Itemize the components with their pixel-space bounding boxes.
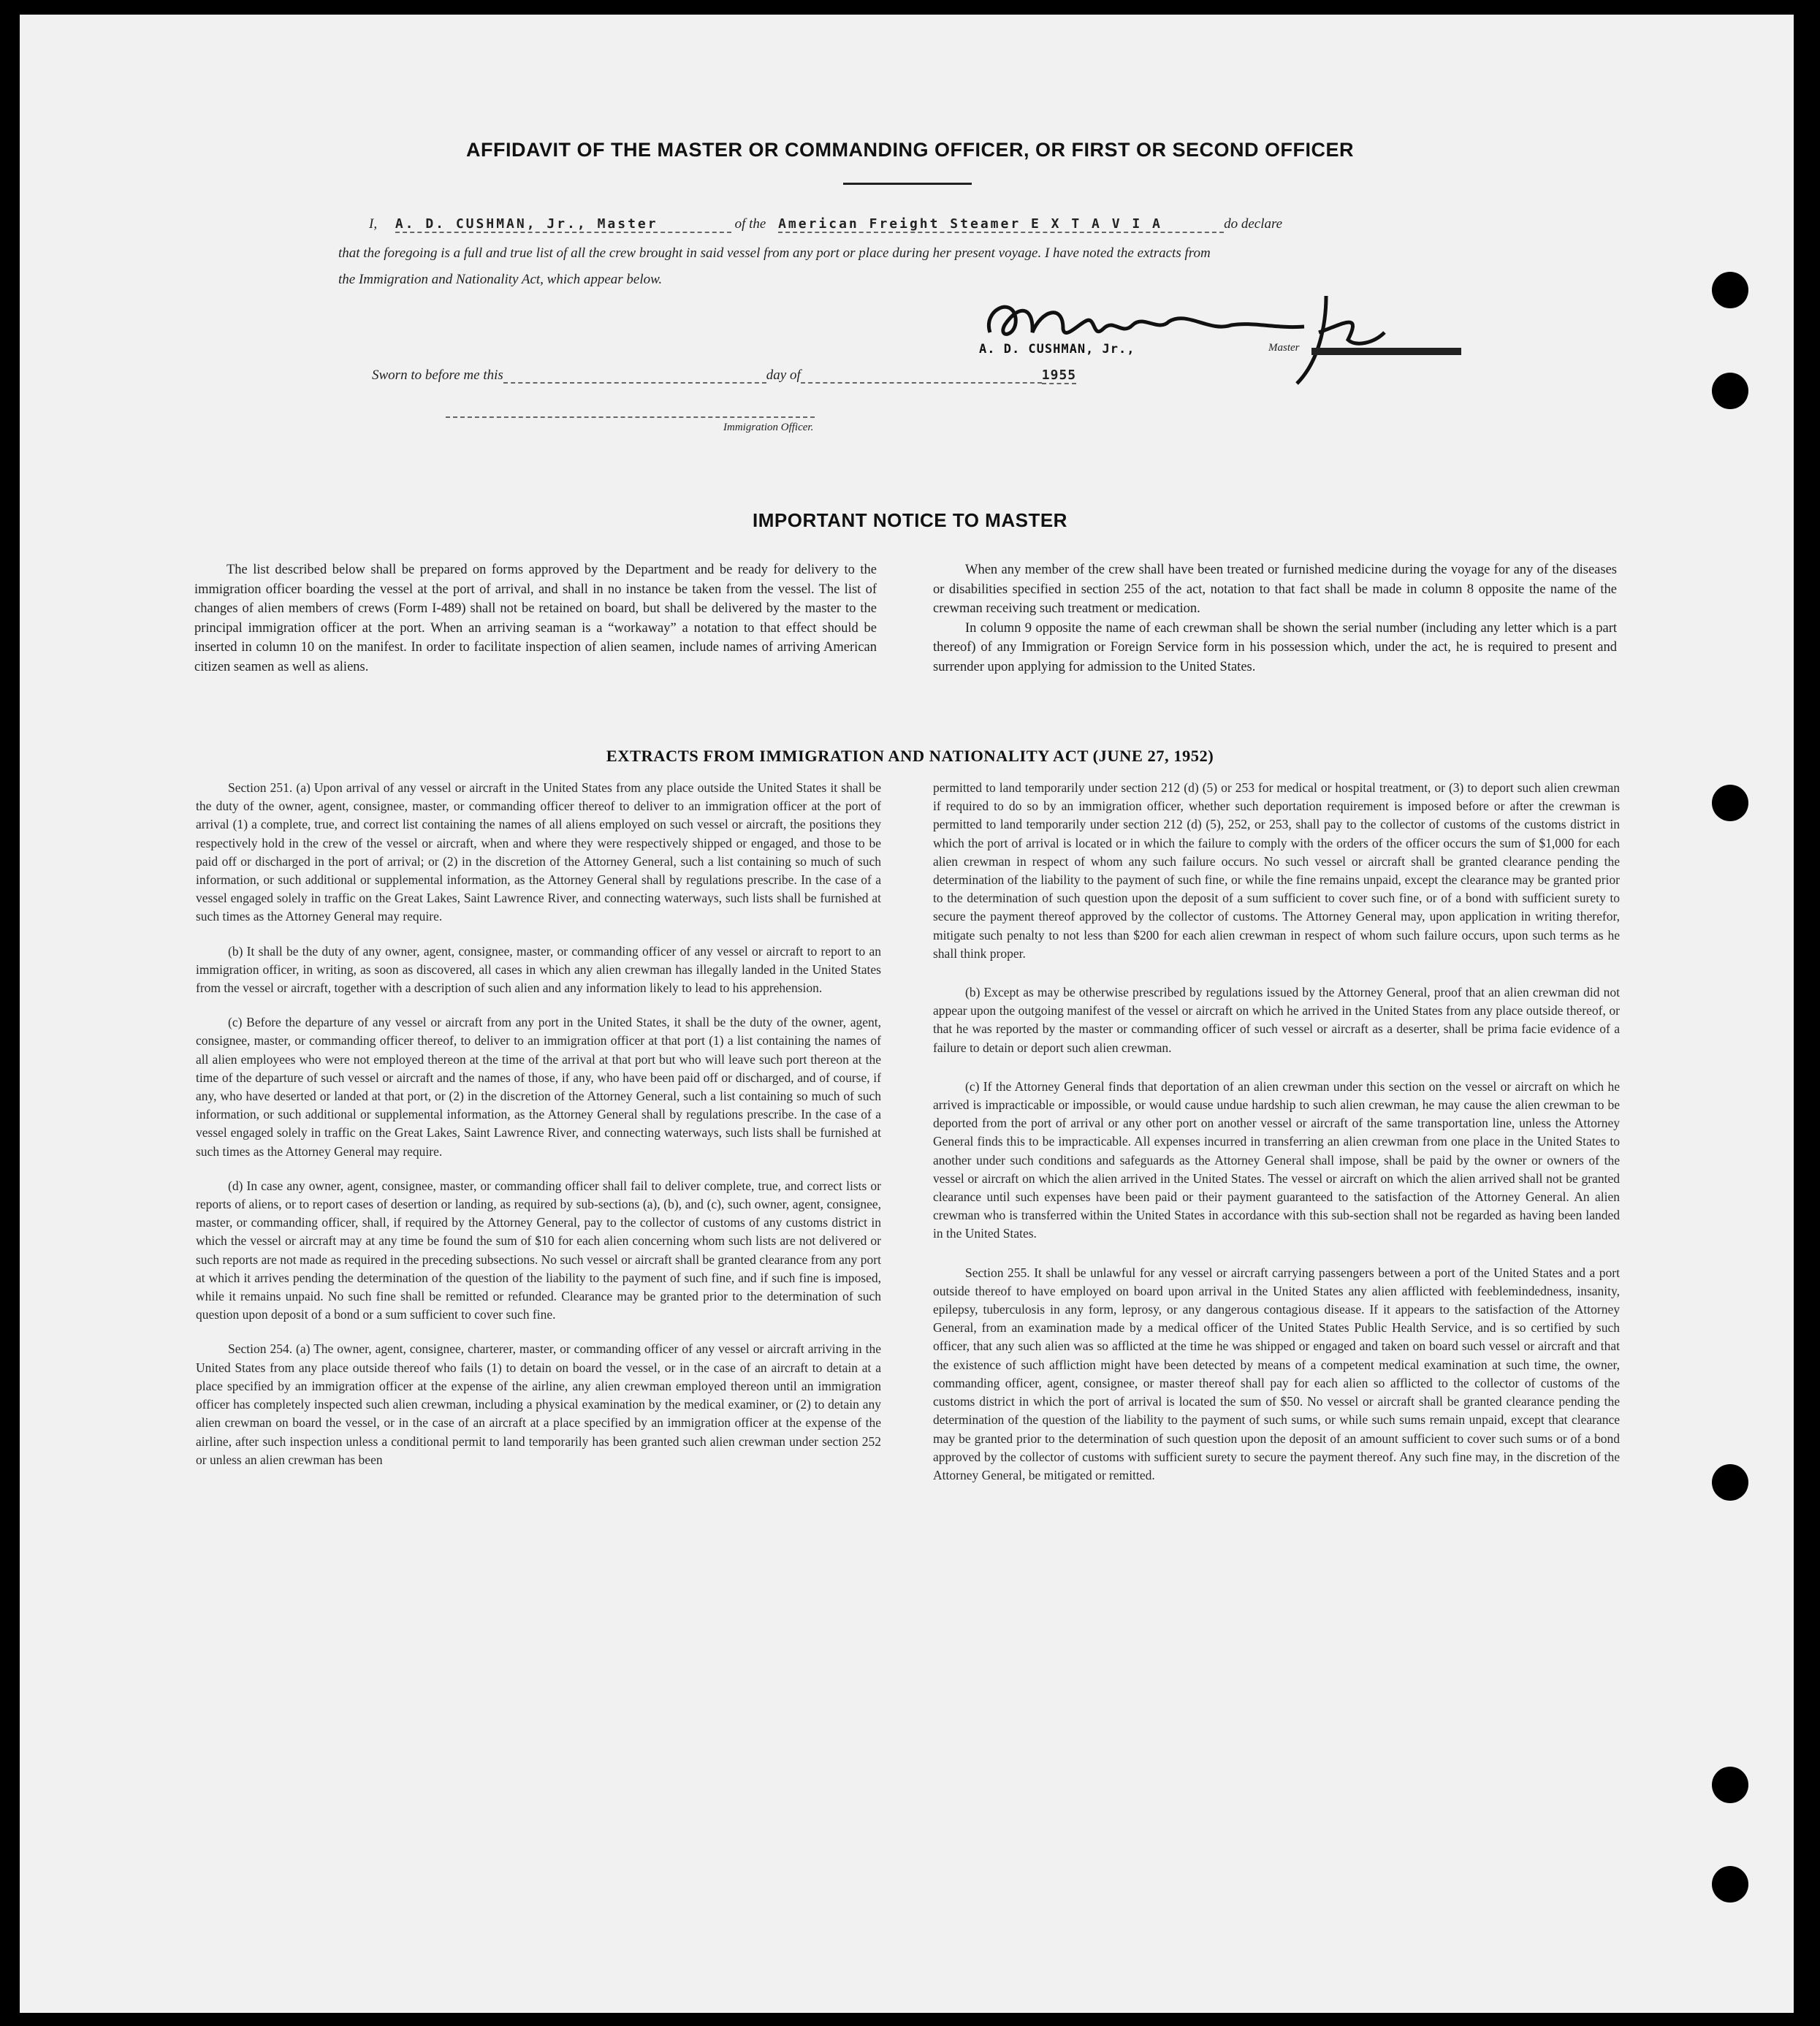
typed-signature: A. D. CUSHMAN, Jr., xyxy=(979,342,1135,357)
notice-right-paragraph-2: In column 9 opposite the name of each crewman shall be shown the serial number (including any letter which is a part thereof) of any Immigration or Foreign Service form in his possession which, under the act, he is required to present and surrender upon applying for admission to the United States. xyxy=(933,620,1617,674)
binder-hole xyxy=(1712,1767,1748,1803)
affidavit-prefix: I, xyxy=(369,216,378,232)
title-rule xyxy=(843,183,972,185)
struck-text xyxy=(1311,348,1461,355)
sworn-line xyxy=(372,368,1076,384)
sworn-day-field xyxy=(503,382,766,384)
binder-hole xyxy=(1712,785,1748,821)
of-the-label: of the xyxy=(734,216,766,232)
notice-right-paragraph-1: When any member of the crew shall have been treated or furnished medicine during the voyage for any of the diseases or disabilities specified in section 255 of the act, notation to that fact shall be made in column 8 opposite the name of the crewman receiving such treatment or medication. xyxy=(933,563,1617,616)
extracts-right-column xyxy=(933,779,1620,1493)
binder-hole xyxy=(1712,1464,1748,1501)
vessel-name-field: American Freight Steamer E X T A V I A xyxy=(778,216,1224,233)
officer-signature-line xyxy=(446,416,815,418)
binder-hole xyxy=(1712,272,1748,308)
affidavit-line-2: that the foregoing is a full and true list of all the crew brought in said vessel from any port or place during her present voyage. I have noted the extracts from xyxy=(338,245,1211,261)
binder-hole xyxy=(1712,373,1748,409)
section-254-a-continued: permitted to land temporarily under section 212 (d) (5) or 253 for medical or hospital treatment, or (3) to deport such alien crewman if required to do so by an immigration officer, whether such deportation requirement is imposed before or after the crewman is permitted to land temporarily under section 212 (d) (5), 252, or 253, shall pay to the collector of customs of the customs district in which the port of arrival is located or in which the failure to comply with the orders of the officer occurs the sum of $1,000 for each alien crewman in respect of whom any such failure occurs. No such vessel or aircraft shall be granted clearance pending the determination of the liability to the payment of such fine, or while the fine remains unpaid, except the clearance may be granted prior to the determination of such question upon the deposit of a sum sufficient to cover such fine, or of a bond with sufficient surety to secure the payment thereof approved by the collector of customs. The Attorney General may, upon application in writing therefor, mitigate such penalty to not less than $200 for each alien crewman in respect of whom such failure occurs, upon such terms as he shall think proper. xyxy=(933,780,1620,961)
notice-left-paragraph: The list described below shall be prepared on forms approved by the Department and be ready for delivery to the immigration officer boarding the vessel at the port of arrival, and shall in no instance be taken from the vessel. The list of changes of alien members of crews (Form I-489) shall not be retained on board, but shall be delivered by the master to the principal immigration officer at the port. When an arriving seaman is a “workaway” a notation to that effect should be inserted in column 10 on the manifest. In order to facilitate inspection of alien seamen, include names of arriving American citizen seamen as well as aliens. xyxy=(194,563,877,674)
extracts-left-column xyxy=(196,779,881,1478)
master-name-field: A. D. CUSHMAN, Jr., Master xyxy=(395,216,731,233)
section-251-b: (b) It shall be the duty of any owner, agent, consignee, master, or commanding officer of any vessel or aircraft to report to an immigration officer, in writing, as soon as discovered, all cases in which any alien crewman has illegally landed in the United States from the vessel or aircraft, together with a description of such alien and any information likely to lead to his apprehension. xyxy=(196,943,881,996)
affidavit-line-3: the Immigration and Nationality Act, which appear below. xyxy=(338,272,663,287)
section-251-c: (c) Before the departure of any vessel or aircraft from any port in the United States, it shall be the duty of the owner, agent, consignee, master, or commanding officer thereof, to deliver to an immigration officer at that port (1) a list containing the names of all alien employees who were not employed thereon at the time of the arrival at that port but who will leave such port thereon at the time of the departure of such vessel or aircraft and the names of those, if any, who have been paid off or discharged, and of course, if any, who have deserted or landed at that port, or (2) in the discretion of the Attorney General, such a list containing so much of such information, or such additional or supplemental information, as the Attorney General shall by regulations prescribe. In the case of a vessel engaged solely in traffic on the Great Lakes, Saint Lawrence River, and connecting waterways, such lists shall be furnished at such times as the Attorney General may require. xyxy=(196,1015,881,1159)
day-of-label: day of xyxy=(766,368,801,383)
notice-right-text xyxy=(933,560,1617,685)
binder-hole xyxy=(1712,1866,1748,1903)
affidavit-line-1 xyxy=(369,216,1282,233)
section-254-a: Section 254. (a) The owner, agent, consignee, charterer, master, or commanding officer of any vessel or aircraft arriving in the United States from any place outside thereof who fails (1) to detain on board the vessel, or in the case of an aircraft to detain at a place specified by an immigration officer at the expense of the airline, any alien crewman employed thereon until an immigration officer has completely inspected such alien crewman, including a physical examination by the medical examiner, or (2) to detain any alien crewman on board the vessel, or in the case of an aircraft at a place specified by an immigration officer at the expense of the airline, after such inspection unless a conditional permit to land temporarily has been granted such alien crewman under section 252 or unless an alien crewman has been xyxy=(196,1341,881,1467)
notice-title: IMPORTANT NOTICE TO MASTER xyxy=(753,509,1067,531)
master-label: Master xyxy=(1268,342,1300,354)
extracts-title: EXTRACTS FROM IMMIGRATION AND NATIONALITY ACT (JUNE 27, 1952) xyxy=(606,747,1214,765)
section-255: Section 255. It shall be unlawful for any vessel or aircraft carrying passengers between a port of the United States and a port outside thereof to have employed on board upon arrival in the United States any alien afflicted with feeblemindedness, insanity, epilepsy, tuberculosis in any form, leprosy, or any dangerous contagious disease. If it appears to the satisfaction of the Attorney General, from an examination made by a medical officer of the United States Public Health Service, and is so certified by such officer, that any such alien was so afflicted at the time he was shipped or engaged and taken on board such vessel or aircraft and that the existence of such affliction might have been detected by means of a competent medical examination at such time, the owner, commanding officer, agent, consignee, or master thereof shall pay for each alien so afflicted to the collector of customs of the customs district in which the port of arrival is located the sum of $50. No vessel or aircraft shall be granted clearance pending the determination of the question of the liability to the payment of such sums, or while such sums remain unpaid, except that clearance may be granted prior to the determination of such question upon the deposit of an amount sufficient to cover such sums or of a bond approved by the collector of customs with sufficient surety to secure the payment thereof. Any such fine may, in the discretion of the Attorney General, be mitigated or remitted. xyxy=(933,1265,1620,1482)
section-254-b: (b) Except as may be otherwise prescribed by regulations issued by the Attorney General, proof that an alien crewman did not appear upon the outgoing manifest of the vessel or aircraft on which he arrived in the United States from any place outside thereof, or that he was reported by the master or commanding officer of such vessel or aircraft as a deserter, shall be prima facie evidence of a failure to detain or deport such alien crewman. xyxy=(933,985,1620,1055)
sworn-prefix: Sworn to before me this xyxy=(372,368,503,383)
section-251-d: (d) In case any owner, agent, consignee, master, or commanding officer shall fail to deliver complete, true, and correct lists or reports of aliens, or to report cases of desertion or landing, as required by sub-sections (a), (b), and (c), such owner, agent, consignee, master, or commanding officer, shall, if required by the Attorney General, pay to the collector of customs of any customs district in which the vessel or aircraft may at any time be found the sum of $10 for each alien concerning whom such lists are not delivered or such reports are not made as required in the preceding subsections. No such vessel or aircraft shall be granted clearance from any port at which it arrives pending the determination of the question of the liability to the payment of such fine, and if such fine is imposed, while it remains unpaid. No such fine shall be remitted or refunded. Clearance may be granted prior to the determination of such question upon deposit of a bond or a sum sufficient to cover such fine. xyxy=(196,1178,881,1322)
sworn-month-field xyxy=(801,382,1042,384)
section-254-c: (c) If the Attorney General finds that deportation of an alien crewman under this section on the vessel or aircraft on which he arrived is impracticable or impossible, or would cause undue hardship to such alien crewman, he may cause the alien crewman to be deported from the port of arrival or any other port on another vessel or aircraft of the same transportation line, unless the Attorney General finds this to be impracticable. All expenses incurred in transferring an alien crewman from one place in the United States to another under such conditions and safeguards as the Attorney General shall impose, shall be paid by the owner or owners of the vessel or aircraft on which the alien arrived in the United States. The vessel or aircraft on which the alien arrived shall not be granted clearance until such expenses have been paid or their payment guaranteed to the satisfaction of the Attorney General. An alien crewman who is transferred within the United States in accordance with this sub-section shall not be regarded as having been landed in the United States. xyxy=(933,1078,1620,1241)
notice-left-text xyxy=(194,560,877,685)
section-251-a: Section 251. (a) Upon arrival of any vessel or aircraft in the United States from any place outside the United States it shall be the duty of the owner, agent, consignee, master, or commanding officer thereof to deliver to an immigration officer at the port of arrival (1) a complete, true, and correct list containing the names of all aliens employed on such vessel or aircraft, the positions they respectively hold in the crew of the vessel or aircraft, when and where they were respectively shipped or engaged, and those to be paid off or discharged in the port of arrival; or (2) in the discretion of the Attorney General, such a list containing so much of such information, or such additional or supplemental information, as the Attorney General shall by regulations prescribe. In the case of a vessel engaged solely in traffic on the Great Lakes, Saint Lawrence River, and connecting waterways, such lists shall be furnished at such times as the Attorney General may require. xyxy=(196,780,881,924)
immigration-officer-label: Immigration Officer. xyxy=(723,422,814,433)
affidavit-title: AFFIDAVIT OF THE MASTER OR COMMANDING OFFICER, OR FIRST OR SECOND OFFICER xyxy=(466,139,1354,161)
sworn-year: 1955 xyxy=(1041,368,1077,383)
declare-label: do declare xyxy=(1224,216,1283,232)
